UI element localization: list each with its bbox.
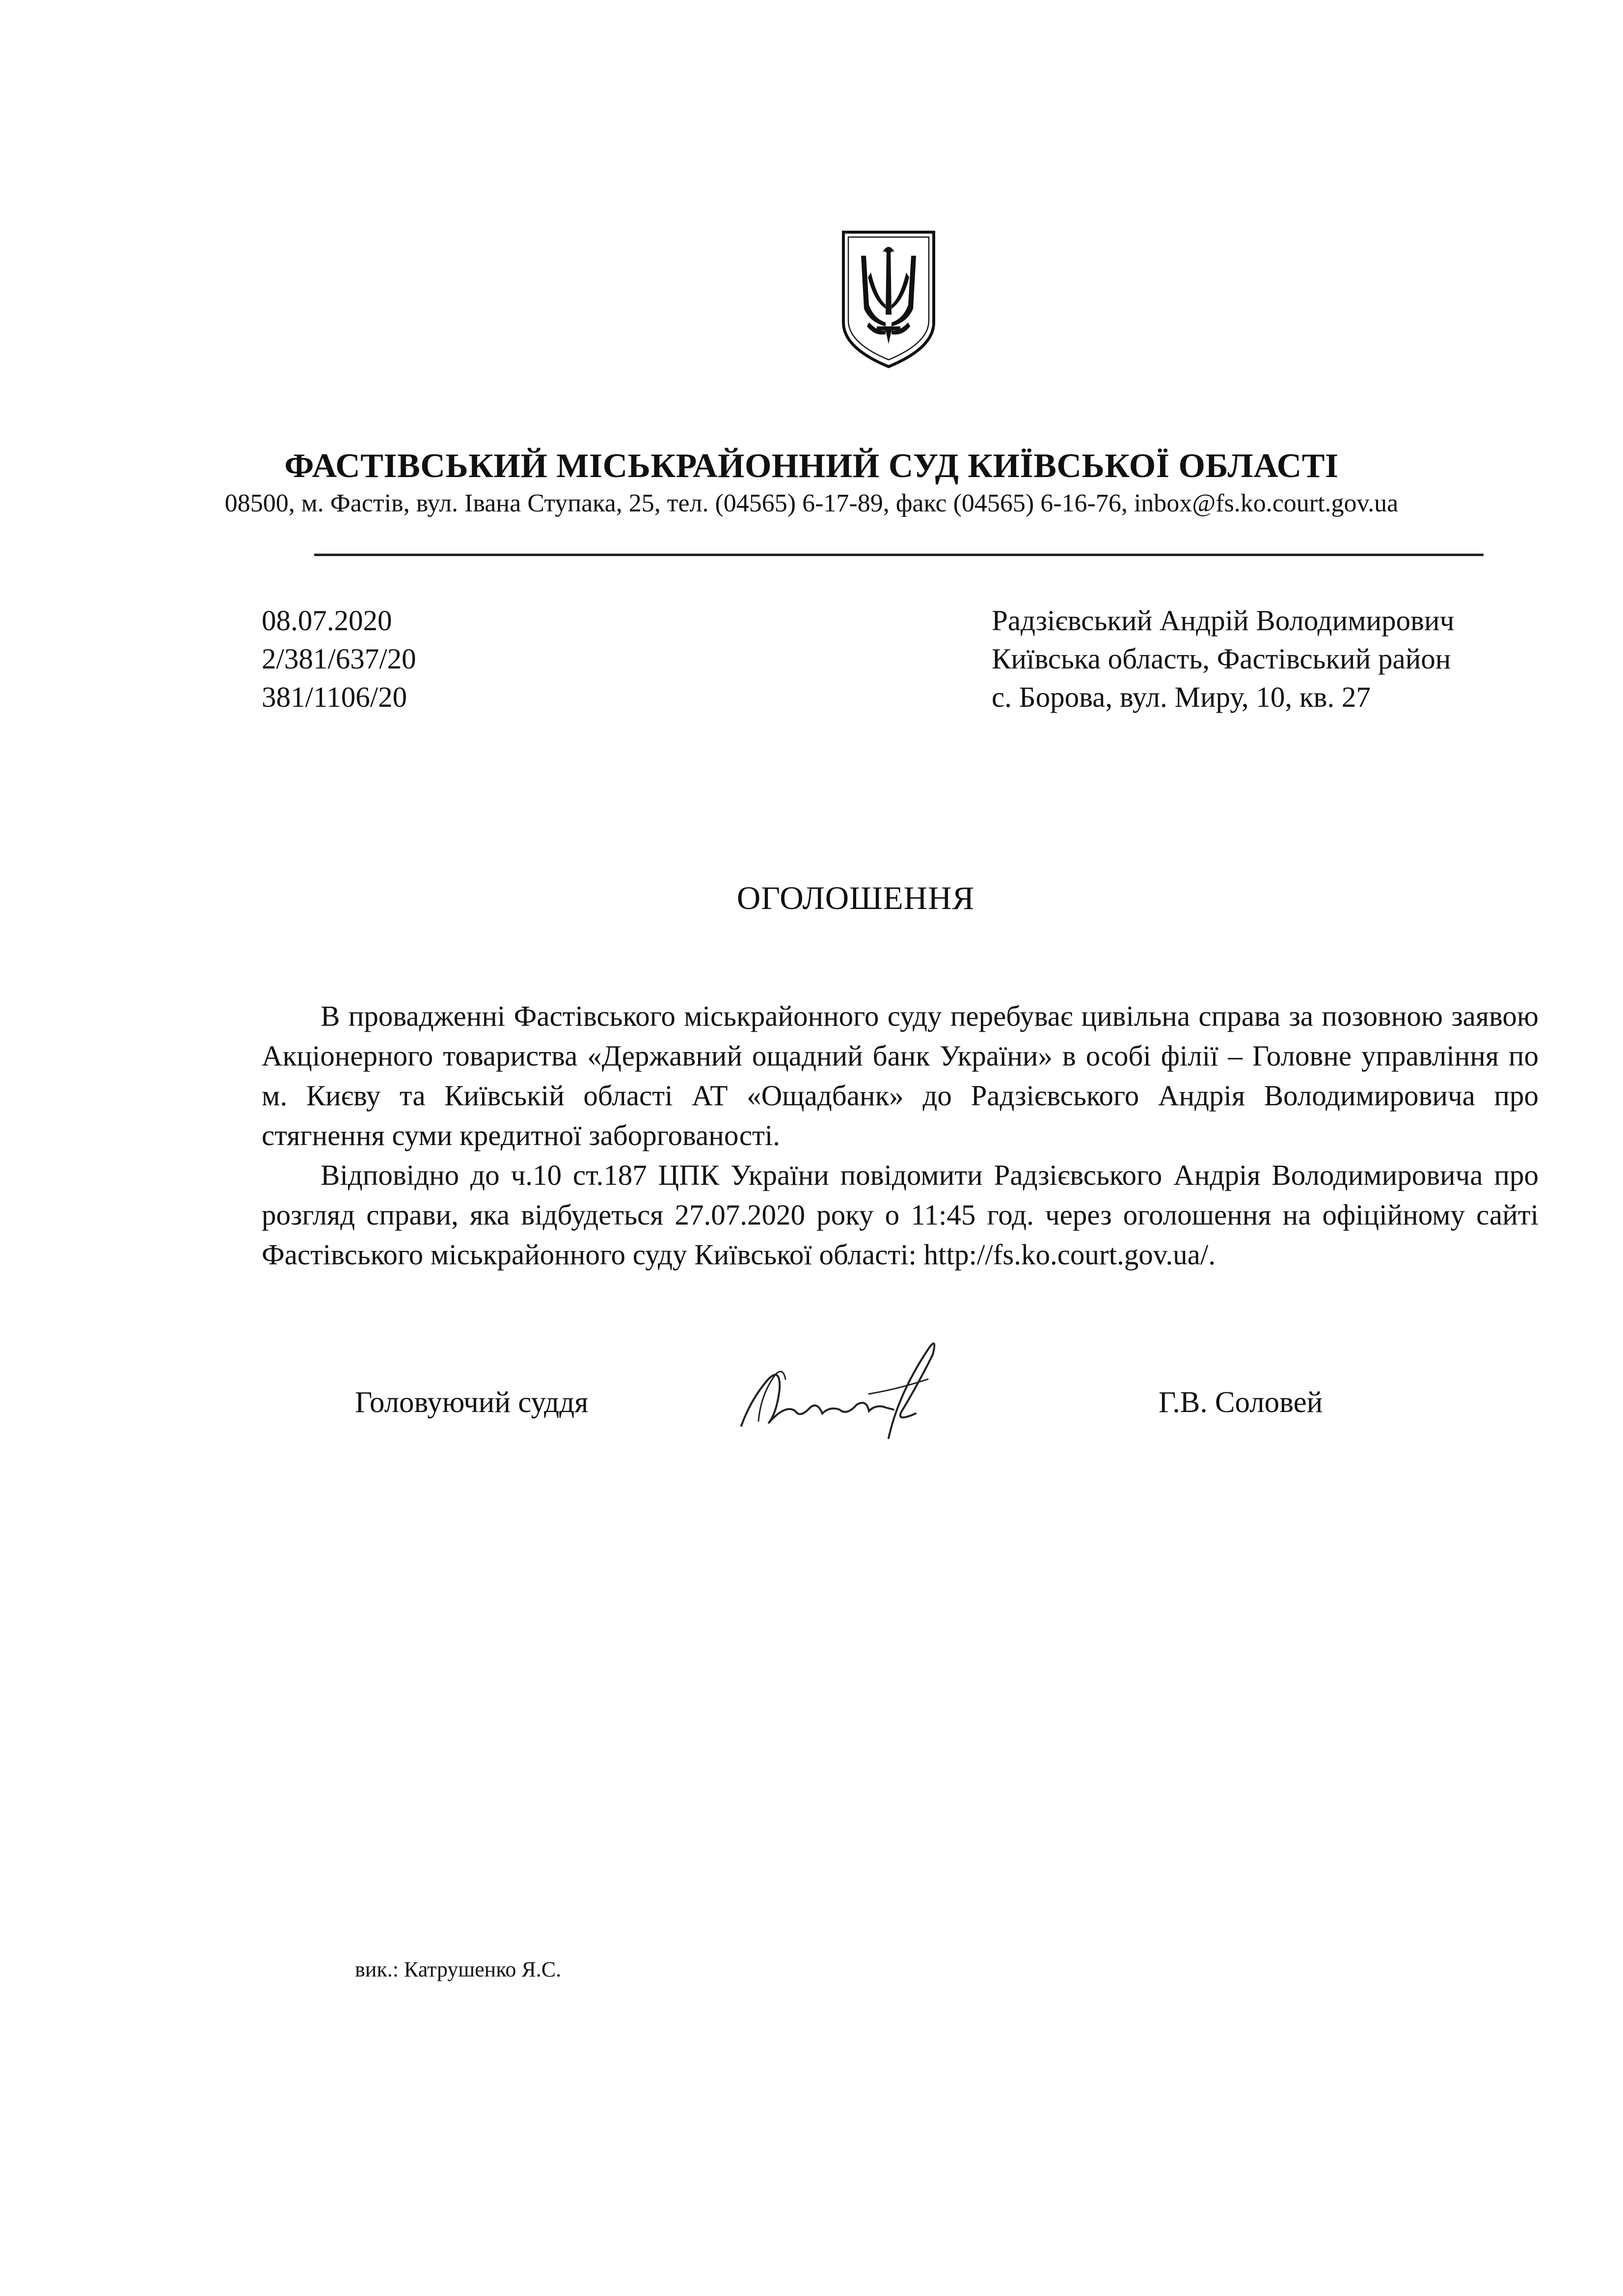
executor-note: вик.: Катрушенко Я.С. — [355, 1957, 562, 1981]
notice-paragraph: В провадженні Фастівського міськрайонного суду перебуває цивільна справа за позовною заявою Акціонерного товариства «Державний ощадний банк України» в особі філії – Головне управління по м. Києву та Київській області АТ «Ощадбанк» до Радзієвського Андрія Володимировича про стягнення суми кредитної заборгованості. — [262, 1000, 1539, 1151]
trident-coat-of-arms-icon — [839, 228, 938, 371]
addressee-name: Радзієвський Андрій Володимирович — [992, 604, 1455, 637]
notice-title: ОГОЛОШЕННЯ — [736, 880, 975, 916]
case-number: 381/1106/20 — [262, 681, 407, 713]
handwritten-signature — [722, 1320, 957, 1448]
outgoing-number: 2/381/637/20 — [262, 642, 416, 675]
addressee-region: Київська область, Фастівський район — [992, 642, 1451, 675]
notice-body — [262, 996, 1539, 1275]
notice-paragraph: Відповідно до ч.10 ст.187 ЦПК України повідомити Радзієвського Андрія Володимировича про розгляд справи, яка відбудеться 27.07.2020 року о 11:45 год. через оголошення на офіційному сайті Фастівського міськрайонного суду Київської області: http://fs.ko.court.gov.ua/. — [262, 1159, 1539, 1271]
addressee-street: с. Борова, вул. Миру, 10, кв. 27 — [992, 681, 1371, 713]
court-address: 08500, м. Фастів, вул. Івана Ступака, 25, тел. (04565) 6-17-89, факс (04565) 6-16-76, inbox@fs.ko.court.gov.ua — [224, 489, 1399, 517]
judge-name: Г.В. Соловей — [1159, 1386, 1323, 1419]
addressee-block — [992, 601, 1454, 716]
header-divider — [314, 554, 1484, 556]
document-date: 08.07.2020 — [262, 604, 392, 637]
court-name: ФАСТІВСЬКИЙ МІСЬКРАЙОННИЙ СУД КИЇВСЬКОЇ ОБЛАСТІ — [284, 447, 1339, 485]
signature-label: Головуючий суддя — [355, 1386, 589, 1419]
reference-block — [262, 601, 416, 716]
